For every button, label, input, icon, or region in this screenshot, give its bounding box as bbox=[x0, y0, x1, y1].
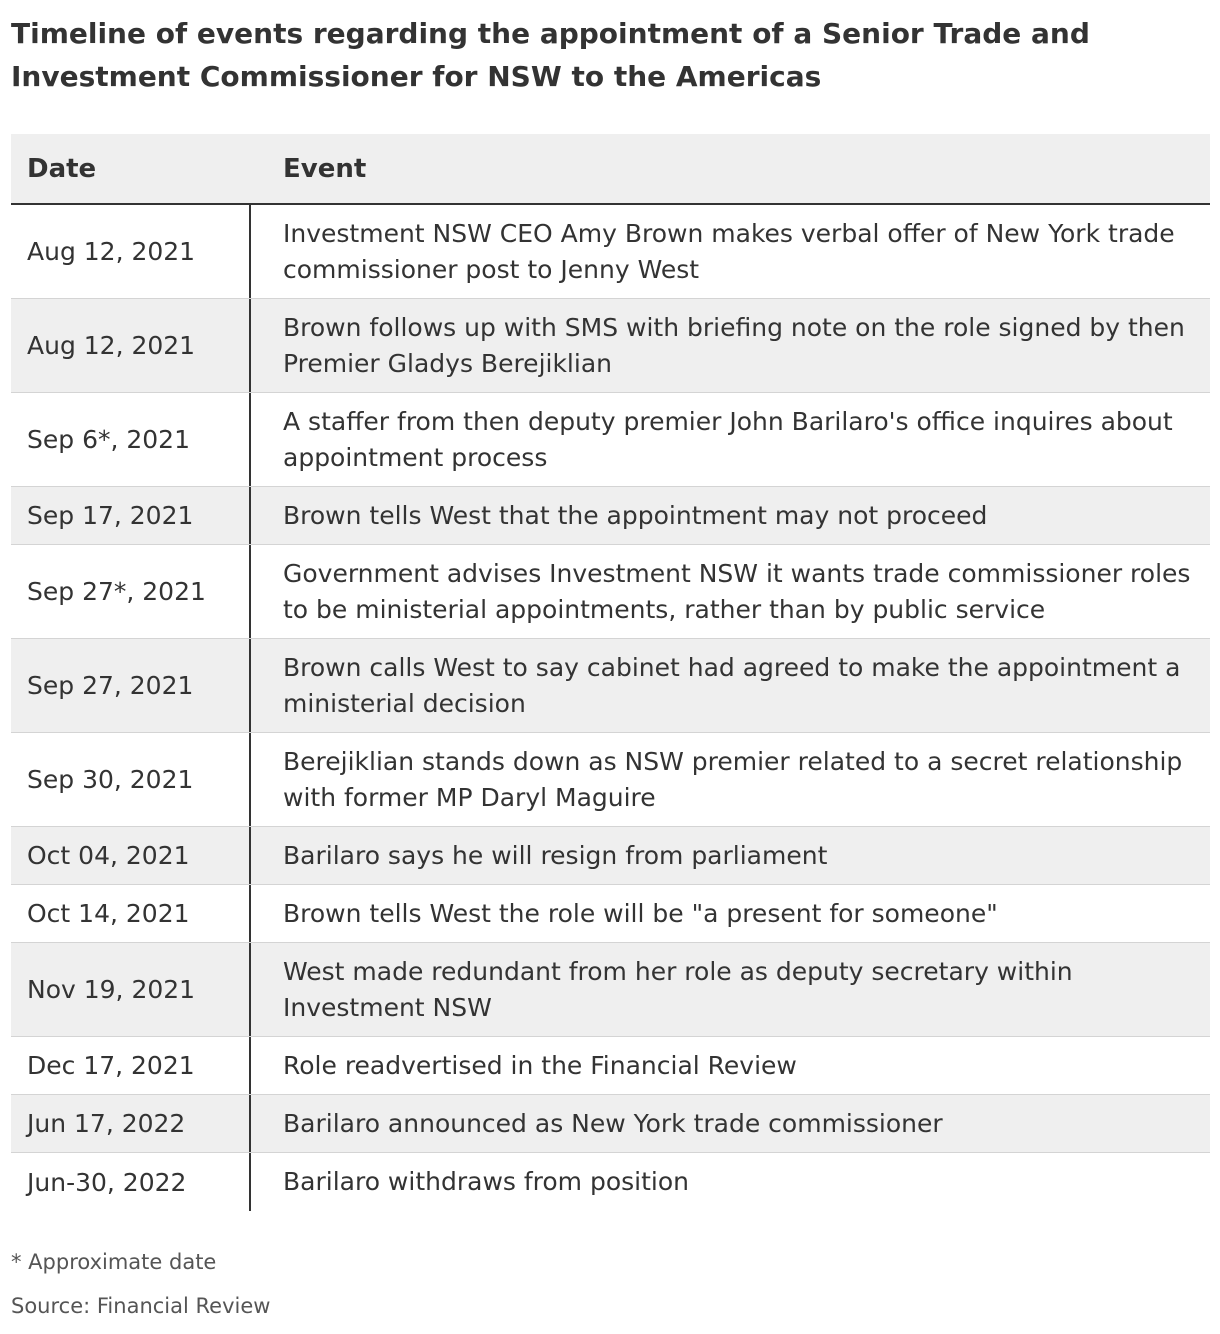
row-event: A staffer from then deputy premier John Barilaro's office inquires about appointment process bbox=[283, 406, 1173, 472]
timeline-table bbox=[11, 134, 1210, 1211]
row-date: Jun 17, 2022 bbox=[11, 1095, 251, 1152]
row-event: Barilaro says he will resign from parliament bbox=[283, 840, 828, 870]
source-credit: Source: Financial Review bbox=[11, 1294, 271, 1318]
page-title: Timeline of events regarding the appointment of a Senior Trade and Investment Commissioner for NSW to the Americas bbox=[11, 17, 1090, 93]
row-date: Sep 30, 2021 bbox=[11, 733, 251, 826]
table-row bbox=[11, 299, 1210, 393]
table-row bbox=[11, 639, 1210, 733]
row-event: West made redundant from her role as deputy secretary within Investment NSW bbox=[283, 956, 1073, 1022]
column-header-event: Event bbox=[283, 153, 367, 184]
table-row bbox=[11, 393, 1210, 487]
footnote: * Approximate date bbox=[11, 1250, 217, 1274]
table-row bbox=[11, 1095, 1210, 1153]
table-row bbox=[11, 1037, 1210, 1095]
row-event: Brown tells West the role will be "a present for someone" bbox=[283, 898, 998, 928]
row-event: Brown tells West that the appointment may not proceed bbox=[283, 500, 988, 530]
table-row bbox=[11, 1153, 1210, 1211]
row-event: Role readvertised in the Financial Review bbox=[283, 1050, 797, 1080]
column-header-date: Date bbox=[27, 153, 97, 184]
row-date: Nov 19, 2021 bbox=[11, 943, 251, 1036]
table-row bbox=[11, 885, 1210, 943]
row-event: Barilaro announced as New York trade commissioner bbox=[283, 1108, 943, 1138]
table-row bbox=[11, 733, 1210, 827]
table-row bbox=[11, 827, 1210, 885]
row-date: Oct 04, 2021 bbox=[11, 827, 251, 884]
row-date: Jun-30, 2022 bbox=[11, 1153, 251, 1211]
row-date: Aug 12, 2021 bbox=[11, 205, 251, 298]
row-date: Sep 6*, 2021 bbox=[11, 393, 251, 486]
row-date: Sep 17, 2021 bbox=[11, 487, 251, 544]
row-date: Sep 27, 2021 bbox=[11, 639, 251, 732]
row-event: Government advises Investment NSW it wants trade commissioner roles to be ministerial appointments, rather than by public service bbox=[283, 558, 1191, 624]
table-row bbox=[11, 545, 1210, 639]
row-event: Barilaro withdraws from position bbox=[283, 1167, 690, 1196]
row-date: Oct 14, 2021 bbox=[11, 885, 251, 942]
row-date: Aug 12, 2021 bbox=[11, 299, 251, 392]
row-event: Brown follows up with SMS with briefing note on the role signed by then Premier Gladys Berejiklian bbox=[283, 312, 1185, 378]
table-row bbox=[11, 943, 1210, 1037]
row-event: Brown calls West to say cabinet had agreed to make the appointment a ministerial decision bbox=[283, 652, 1181, 718]
row-date: Sep 27*, 2021 bbox=[11, 545, 251, 638]
table-row bbox=[11, 205, 1210, 299]
table-row bbox=[11, 487, 1210, 545]
table-header bbox=[11, 134, 1210, 205]
row-date: Dec 17, 2021 bbox=[11, 1037, 251, 1094]
row-event: Investment NSW CEO Amy Brown makes verbal offer of New York trade commissioner post to Jenny West bbox=[283, 218, 1175, 284]
row-event: Berejiklian stands down as NSW premier related to a secret relationship with former MP Daryl Maguire bbox=[283, 746, 1183, 812]
